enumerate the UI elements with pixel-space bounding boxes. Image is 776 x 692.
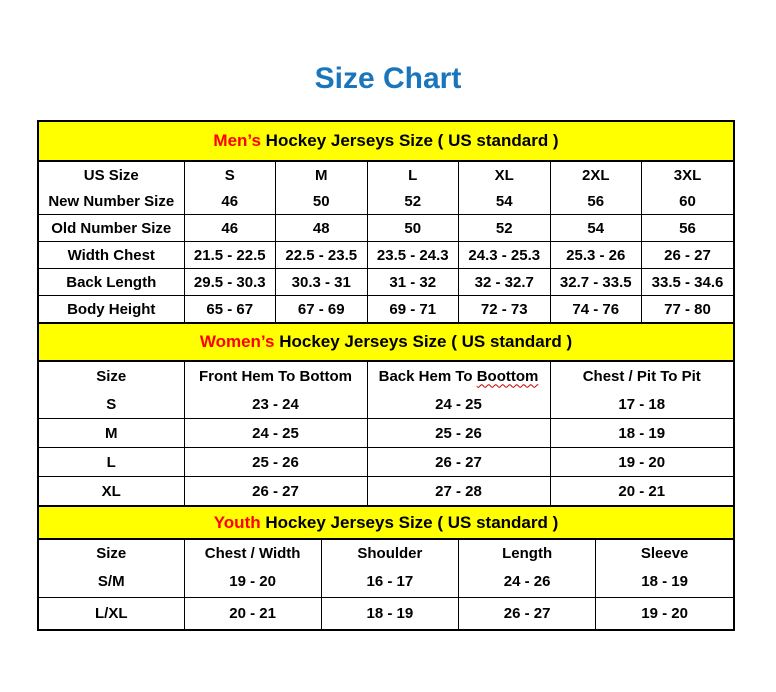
value-cell: 52: [459, 215, 551, 242]
table-row: [39, 215, 733, 242]
value-cell: 50: [367, 215, 459, 242]
value-cell: 27 - 28: [367, 477, 550, 506]
table-row: [39, 477, 733, 506]
table-header-row: [39, 162, 733, 188]
mens-size-table: [39, 162, 733, 322]
value-cell: 72 - 73: [459, 296, 551, 323]
column-header: Size: [39, 540, 184, 566]
row-label-cell: Width Chest: [39, 242, 184, 269]
value-cell: 21.5 - 22.5: [184, 242, 276, 269]
womens-header-highlight: Women’s: [199, 332, 275, 351]
table-row: [39, 419, 733, 448]
value-cell: 60: [642, 188, 734, 215]
row-label-cell: S: [39, 390, 184, 419]
value-cell: 48: [276, 215, 368, 242]
table-row: [39, 390, 733, 419]
column-header: US Size: [39, 162, 184, 188]
value-cell: 26 - 27: [642, 242, 734, 269]
column-header: Size: [39, 362, 184, 390]
size-chart-table: [37, 120, 735, 631]
value-cell: 29.5 - 30.3: [184, 269, 276, 296]
column-header: M: [276, 162, 368, 188]
youth-table-body: [39, 566, 733, 629]
row-label-cell: Body Height: [39, 296, 184, 323]
row-label-cell: S/M: [39, 566, 184, 598]
value-cell: 24 - 26: [459, 566, 596, 598]
value-cell: 18 - 19: [550, 419, 733, 448]
value-cell: 20 - 21: [550, 477, 733, 506]
value-cell: 16 - 17: [321, 566, 458, 598]
table-header-row: [39, 540, 733, 566]
row-label-cell: New Number Size: [39, 188, 184, 215]
value-cell: 32.7 - 33.5: [550, 269, 642, 296]
column-header: XL: [459, 162, 551, 188]
table-row: [39, 188, 733, 215]
column-header: S: [184, 162, 276, 188]
column-header: Sleeve: [596, 540, 733, 566]
value-cell: 19 - 20: [596, 598, 733, 630]
table-row: [39, 566, 733, 598]
column-header: Front Hem To Bottom: [184, 362, 367, 390]
value-cell: 32 - 32.7: [459, 269, 551, 296]
youth-section-header: [39, 505, 733, 540]
value-cell: 19 - 20: [550, 448, 733, 477]
womens-header-rest: Hockey Jerseys Size ( US standard ): [274, 332, 573, 351]
column-header: [367, 362, 550, 390]
page-title: Size Chart: [314, 62, 462, 95]
mens-table-body: [39, 188, 733, 322]
womens-section-header: [39, 322, 733, 362]
youth-table-head: [39, 540, 733, 566]
value-cell: 69 - 71: [367, 296, 459, 323]
womens-table-body: [39, 390, 733, 505]
mens-header-rest: Hockey Jerseys Size ( US standard ): [260, 131, 559, 150]
value-cell: 24.3 - 25.3: [459, 242, 551, 269]
table-row: [39, 448, 733, 477]
value-cell: 25 - 26: [367, 419, 550, 448]
back-hem-label: Back Hem To: [378, 367, 477, 385]
value-cell: 23 - 24: [184, 390, 367, 419]
value-cell: 52: [367, 188, 459, 215]
value-cell: 20 - 21: [184, 598, 321, 630]
mens-section-header: [39, 122, 733, 162]
value-cell: 25.3 - 26: [550, 242, 642, 269]
table-row: [39, 296, 733, 323]
mens-header-highlight: Men’s: [213, 131, 261, 150]
youth-header-rest: Hockey Jerseys Size ( US standard ): [260, 512, 559, 532]
table-row: [39, 269, 733, 296]
value-cell: 77 - 80: [642, 296, 734, 323]
row-label-cell: L/XL: [39, 598, 184, 630]
value-cell: 56: [550, 188, 642, 215]
table-row: [39, 598, 733, 630]
value-cell: 26 - 27: [459, 598, 596, 630]
value-cell: 30.3 - 31: [276, 269, 368, 296]
value-cell: 22.5 - 23.5: [276, 242, 368, 269]
value-cell: 65 - 67: [184, 296, 276, 323]
value-cell: 26 - 27: [367, 448, 550, 477]
womens-size-table: [39, 362, 733, 505]
column-header: 2XL: [550, 162, 642, 188]
column-header: Chest / Pit To Pit: [550, 362, 733, 390]
row-label-cell: Back Length: [39, 269, 184, 296]
value-cell: 54: [550, 215, 642, 242]
table-header-row: [39, 362, 733, 390]
column-header: L: [367, 162, 459, 188]
value-cell: 46: [184, 188, 276, 215]
value-cell: 31 - 32: [367, 269, 459, 296]
value-cell: 23.5 - 24.3: [367, 242, 459, 269]
column-header: Chest / Width: [184, 540, 321, 566]
value-cell: 33.5 - 34.6: [642, 269, 734, 296]
value-cell: 26 - 27: [184, 477, 367, 506]
value-cell: 74 - 76: [550, 296, 642, 323]
value-cell: 54: [459, 188, 551, 215]
mens-table-head: [39, 162, 733, 188]
value-cell: 18 - 19: [321, 598, 458, 630]
value-cell: 17 - 18: [550, 390, 733, 419]
value-cell: 24 - 25: [367, 390, 550, 419]
value-cell: 67 - 69: [276, 296, 368, 323]
youth-header-highlight: Youth: [213, 512, 261, 532]
value-cell: 46: [184, 215, 276, 242]
row-label-cell: XL: [39, 477, 184, 506]
value-cell: 19 - 20: [184, 566, 321, 598]
row-label-cell: M: [39, 419, 184, 448]
column-header: 3XL: [642, 162, 734, 188]
youth-size-table: [39, 540, 733, 629]
value-cell: 18 - 19: [596, 566, 733, 598]
value-cell: 24 - 25: [184, 419, 367, 448]
column-header: Length: [459, 540, 596, 566]
row-label-cell: L: [39, 448, 184, 477]
womens-table-head: [39, 362, 733, 390]
value-cell: 56: [642, 215, 734, 242]
row-label-cell: Old Number Size: [39, 215, 184, 242]
column-header: Shoulder: [321, 540, 458, 566]
value-cell: 25 - 26: [184, 448, 367, 477]
table-row: [39, 242, 733, 269]
back-hem-typo-word: Boottom: [476, 367, 539, 385]
value-cell: 50: [276, 188, 368, 215]
